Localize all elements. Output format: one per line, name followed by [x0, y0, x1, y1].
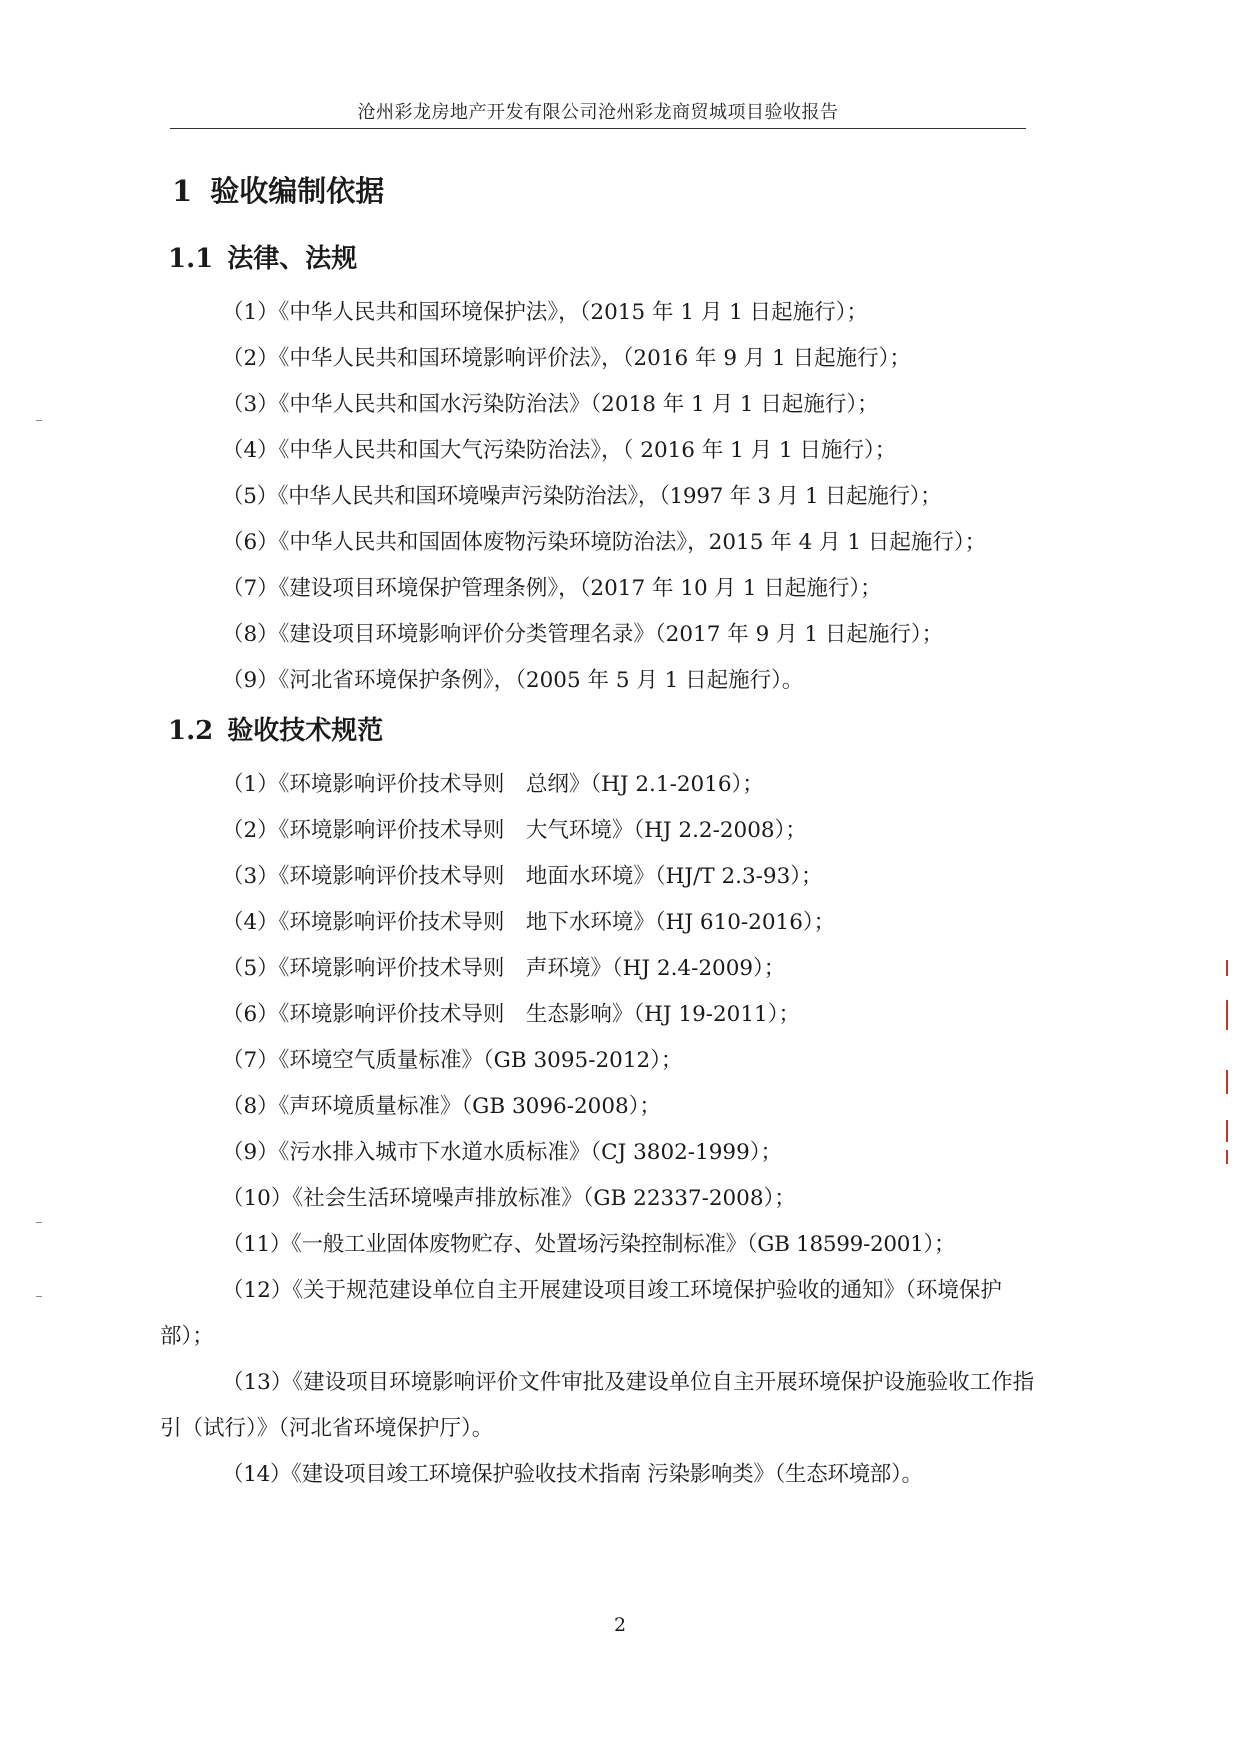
list-item: （9）《河北省环境保护条例》，（2005 年 5 月 1 日起施行）。	[222, 668, 804, 693]
section-number: 1.2	[168, 716, 214, 746]
list-item: （4）《环境影响评价技术导则 地下水环境》（HJ 610-2016）；	[222, 910, 836, 935]
scan-artifact	[36, 1222, 42, 1223]
list-item: （5）《中华人民共和国环境噪声污染防治法》，（1997 年 3 月 1 日起施行）；	[222, 484, 942, 509]
list-item: （3）《中华人民共和国水污染防治法》（2018 年 1 月 1 日起施行）；	[222, 392, 879, 417]
list-item: （7）《建设项目环境保护管理条例》，（2017 年 10 月 1 日起施行）；	[222, 576, 882, 601]
page-number: 2	[613, 1614, 627, 1636]
scan-artifact	[36, 420, 42, 421]
section-heading-1	[172, 168, 1040, 214]
list-item: （6）《环境影响评价技术导则 生态影响》（HJ 19-2011）；	[222, 1002, 800, 1027]
section-number: 1.1	[168, 244, 214, 274]
list-item: （2）《环境影响评价技术导则 大气环境》（HJ 2.2-2008）；	[222, 818, 807, 843]
section-title: 验收技术规范	[227, 716, 384, 746]
list-item: （7）《环境空气质量标准》（GB 3095-2012）；	[222, 1048, 683, 1073]
scan-artifact	[36, 1296, 42, 1297]
section-heading-1-1	[168, 236, 1040, 282]
section-title: 验收编制依据	[210, 174, 385, 208]
scan-artifact	[1226, 1150, 1228, 1164]
list-item: （13）《建设项目环境影响评价文件审批及建设单位自主开展环境保护设施验收工作指引（试行）》（河北省环境保护厅）。	[160, 1370, 1035, 1441]
page-content	[160, 168, 1040, 1498]
list-item: （1）《环境影响评价技术导则 总纲》（HJ 2.1-2016）；	[222, 772, 764, 797]
list-item: （3）《环境影响评价技术导则 地面水环境》（HJ/T 2.3-93）；	[222, 864, 823, 889]
section-title: 法律、法规	[227, 244, 358, 274]
list-item: （9）《污水排入城市下水道水质标准》（CJ 3802-1999）；	[222, 1140, 783, 1165]
list-item: （2）《中华人民共和国环境影响评价法》，（2016 年 9 月 1 日起施行）；	[222, 346, 911, 371]
list-item: （1）《中华人民共和国环境保护法》，（2015 年 1 月 1 日起施行）；	[222, 300, 868, 325]
section-heading-1-2	[168, 708, 1040, 754]
list-item: （8）《声环境质量标准》（GB 3096-2008）；	[222, 1094, 661, 1119]
list-item: （6）《中华人民共和国固体废物污染环境防治法》，2015 年 4 月 1 日起施行）；	[222, 530, 987, 555]
scan-artifact	[1226, 1000, 1228, 1030]
list-item: （10）《社会生活环境噪声排放标准》（GB 22337-2008）；	[222, 1186, 796, 1211]
list-item: （14）《建设项目竣工环境保护验收技术指南 污染影响类》（生态环境部）。	[222, 1462, 923, 1487]
list-item: （4）《中华人民共和国大气污染防治法》，（ 2016 年 1 月 1 日施行）；	[222, 438, 897, 463]
list-item: （11）《一般工业固体废物贮存、处置场污染控制标准》（GB 18599-2001）；	[222, 1232, 956, 1257]
list-item: （12）《关于规范建设单位自主开展建设项目竣工环境保护验收的通知》（环境保护部）；	[160, 1278, 1002, 1349]
scan-artifact	[1226, 1120, 1228, 1142]
list-item: （8）《建设项目环境影响评价分类管理名录》（2017 年 9 月 1 日起施行）；	[222, 622, 944, 647]
section-number: 1	[172, 174, 193, 208]
list-item: （5）《环境影响评价技术导则 声环境》（HJ 2.4-2009）；	[222, 956, 786, 981]
scan-artifact	[1226, 960, 1228, 976]
scan-artifact	[1226, 1070, 1228, 1094]
running-header: 沧州彩龙房地产开发有限公司沧州彩龙商贸城项目验收报告	[357, 102, 839, 123]
header-rule	[170, 128, 1026, 129]
